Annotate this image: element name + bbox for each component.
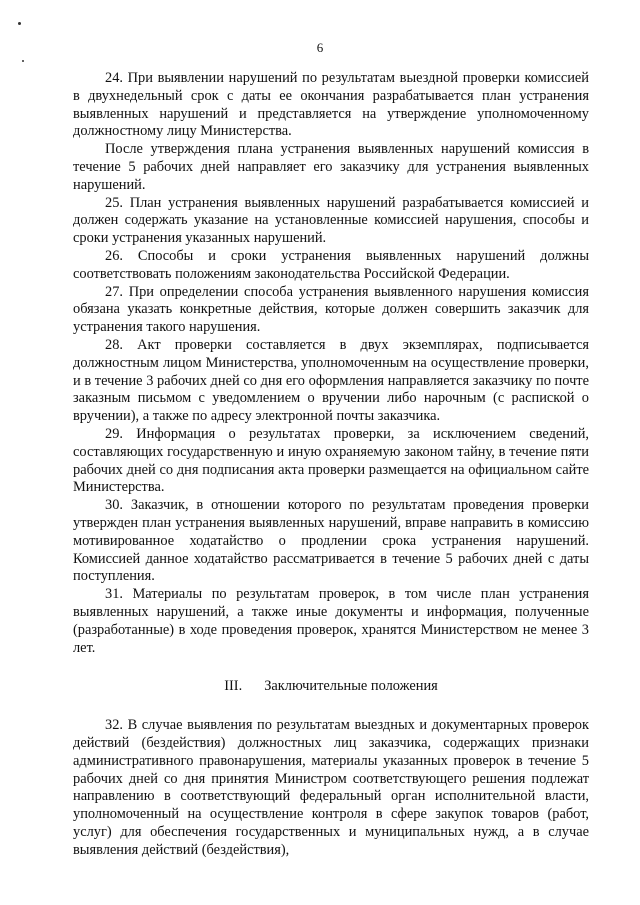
paragraph-29: 29. Информация о результатах проверки, за исключением сведений, составляющих государственную и иную охраняемую законом тайну, в течение пяти рабочих дней со дня подписания акта проверки размещается на официальном сайте Министерства. [73,425,589,496]
scan-speck [18,22,21,25]
paragraph-26: 26. Способы и сроки устранения выявленных нарушений должны соответствовать положениям законодательства Российской Федерации. [73,247,589,282]
paragraph-32: 32. В случае выявления по результатам выездных и документарных проверок действий (бездействия) должностных лиц заказчика, содержащих признаки административного правонарушения, материалы указанных проверок в течение 5 рабочих дней со дня принятия Министром соответствующего решения подлежат направлению в соответствующий федеральный орган исполнительной власти, уполномоченный на осуществление контроля в сфере закупок товаров (работ, услуг) для обеспечения государственных и муниципальных нужд, а в случае выявления действий (бездействия), [73,717,589,858]
paragraph-24-continuation: После утверждения плана устранения выявленных нарушений комиссия в течение 5 рабочих дней направляет его заказчику для устранения выявленных нарушений. [73,141,589,193]
paragraph-30: 30. Заказчик, в отношении которого по результатам проведения проверки утвержден план устранения выявленных нарушений, вправе направить в комиссию мотивированное ходатайство о продлении срока устранения нарушений. Комиссией данное ходатайство рассматривается в течение 5 рабочих дней с даты поступления. [73,497,589,585]
scan-speck [22,60,24,62]
section-title: Заключительные положения [264,678,438,695]
document-body [73,70,589,860]
paragraph-28: 28. Акт проверки составляется в двух экземплярах, подписывается должностным лицом Министерства, уполномоченным на осуществление проверки, и в течение 3 рабочих дней со дня его оформления направляется заказчику по почте заказным письмом с уведомлением о вручении либо нарочным (с распиской о вручении), а также по адресу электронной почты заказчика. [73,336,589,425]
page-number: 6 [316,40,324,55]
paragraph-27: 27. При определении способа устранения выявленного нарушения комиссия обязана указать конкретные действия, которые должен совершить заказчик для устранения такого нарушения. [73,283,589,336]
paragraph-25: 25. План устранения выявленных нарушений разрабатывается комиссией и должен содержать указание на установленные комиссией нарушения, способы и сроки устранения указанных нарушений. [73,194,589,247]
section-heading [73,677,589,695]
paragraph-24: 24. При выявлении нарушений по результатам выездной проверки комиссией в двухнедельный срок с даты ее окончания разрабатывается план устранения выявленных нарушений и представляется на утверждение уполномоченному должностному лицу Министерства. [73,70,589,140]
paragraph-31: 31. Материалы по результатам проверок, в том числе план устранения выявленных нарушений, а также иные документы и информация, полученные (разработанные) в ходе проведения проверок, хранятся Министерством не менее 3 лет. [73,586,589,656]
section-number: III. [224,678,243,695]
